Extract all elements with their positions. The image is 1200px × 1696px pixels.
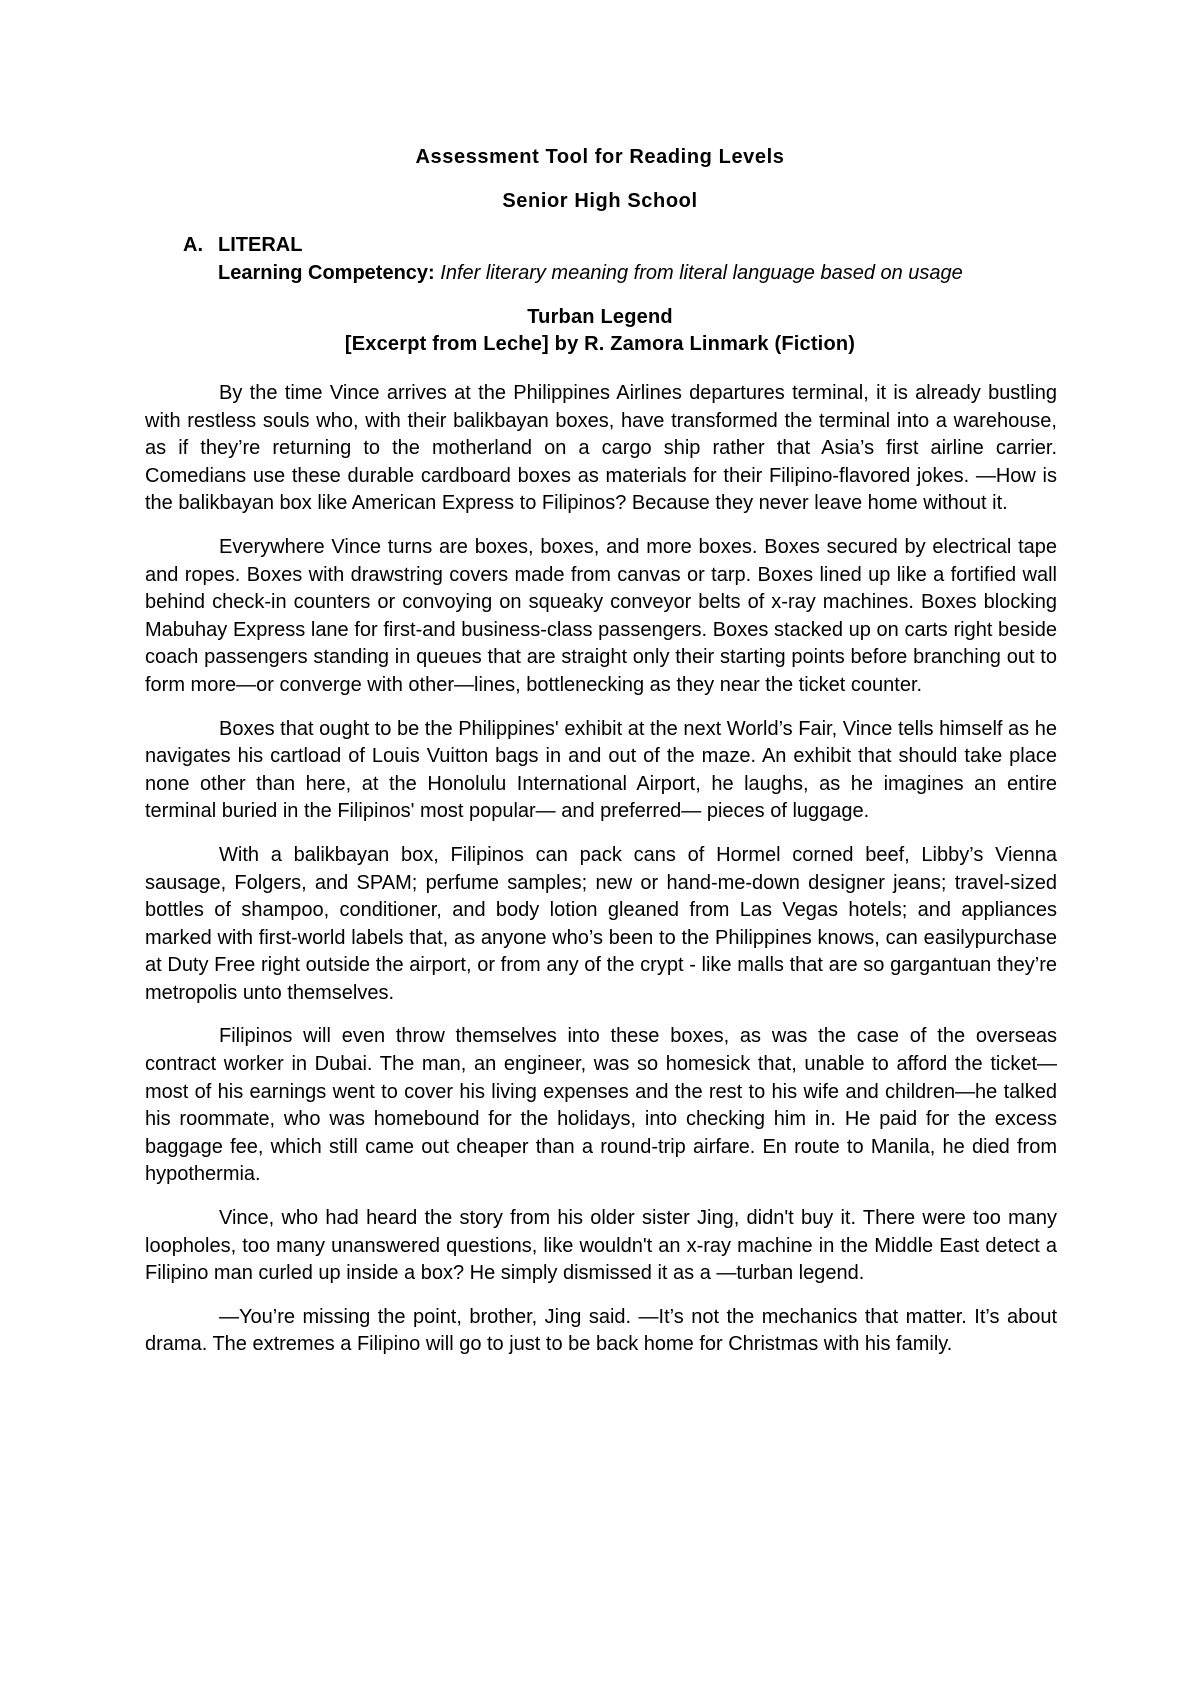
story-body bbox=[145, 380, 1057, 1375]
paragraph: By the time Vince arrives at the Philippines Airlines departures terminal, it is already bustling with restless souls who, with their balikbayan boxes, have transformed the terminal into a warehouse, as if they’re returning to the motherland on a cargo ship rather that Asia’s first airline carrier. Comedians use these durable cardboard boxes as materials for their Filipino-flavored jokes. ―How is the balikbayan box like American Express to Filipinos? Because they never leave home without it. bbox=[145, 382, 1057, 515]
story-byline: [Excerpt from Leche] by R. Zamora Linmark (Fiction) bbox=[344, 333, 856, 355]
paragraph: With a balikbayan box, Filipinos can pack cans of Hormel corned beef, Libby’s Vienna sausage, Folgers, and SPAM; perfume samples; new or hand-me-down designer jeans; travel-sized bottles of shampoo, conditioner, and body lotion gleaned from Las Vegas hotels; and appliances marked with first-world labels that, as anyone who’s been to the Philippines knows, can easilypurchase at Duty Free right outside the airport, or from any of the crypt - like malls that are so gargantuan they’re metropolis unto themselves. bbox=[145, 843, 1057, 1004]
document-title: Assessment Tool for Reading Levels bbox=[415, 146, 785, 168]
paragraph: Filipinos will even throw themselves into these boxes, as was the case of the overseas contract worker in Dubai. The man, an engineer, was so homesick that, unable to afford the ticket—most of his earnings went to cover his living expenses and the rest to his wife and children—he talked his roommate, who was homebound for the holidays, into checking him in. He paid for the excess baggage fee, which still came out cheaper than a round-trip airfare. En route to Manila, he died from hypothermia. bbox=[145, 1025, 1057, 1186]
section-heading bbox=[183, 234, 302, 257]
document-subtitle: Senior High School bbox=[502, 190, 698, 212]
learning-competency bbox=[218, 262, 963, 285]
section-letter: A. bbox=[183, 234, 203, 256]
competency-text: Infer literary meaning from literal language based on usage bbox=[440, 262, 963, 284]
paragraph: Vince, who had heard the story from his older sister Jing, didn't buy it. There were too many loopholes, too many unanswered questions, like wouldn't an x-ray machine in the Middle East detect a Filipino man curled up inside a box? He simply dismissed it as a ―turban legend. bbox=[145, 1207, 1057, 1285]
paragraph: ―You’re missing the point, brother, Jing said. ―It’s not the mechanics that matter. It’s about drama. The extremes a Filipino will go to just to be back home for Christmas with his family. bbox=[145, 1305, 1057, 1356]
competency-label: Learning Competency: bbox=[218, 262, 435, 284]
paragraph: Everywhere Vince turns are boxes, boxes, and more boxes. Boxes secured by electrical tape and ropes. Boxes with drawstring covers made from canvas or tarp. Boxes lined up like a fortified wall behind check-in counters or convoying on squeaky conveyor belts of x-ray machines. Boxes blocking Mabuhay Express lane for first-and business-class passengers. Boxes stacked up on carts right beside coach passengers standing in queues that are straight only their starting points before branching out to form more—or converge with other—lines, bottlenecking as they near the ticket counter. bbox=[145, 535, 1057, 696]
story-title: Turban Legend bbox=[527, 306, 673, 328]
paragraph: Boxes that ought to be the Philippines' exhibit at the next World’s Fair, Vince tells himself as he navigates his cartload of Louis Vuitton bags in and out of the maze. An exhibit that should take place none other than here, at the Honolulu International Airport, he laughs, as he imagines an entire terminal buried in the Filipinos' most popular— and preferred— pieces of luggage. bbox=[145, 717, 1057, 823]
section-name: LITERAL bbox=[218, 234, 303, 256]
